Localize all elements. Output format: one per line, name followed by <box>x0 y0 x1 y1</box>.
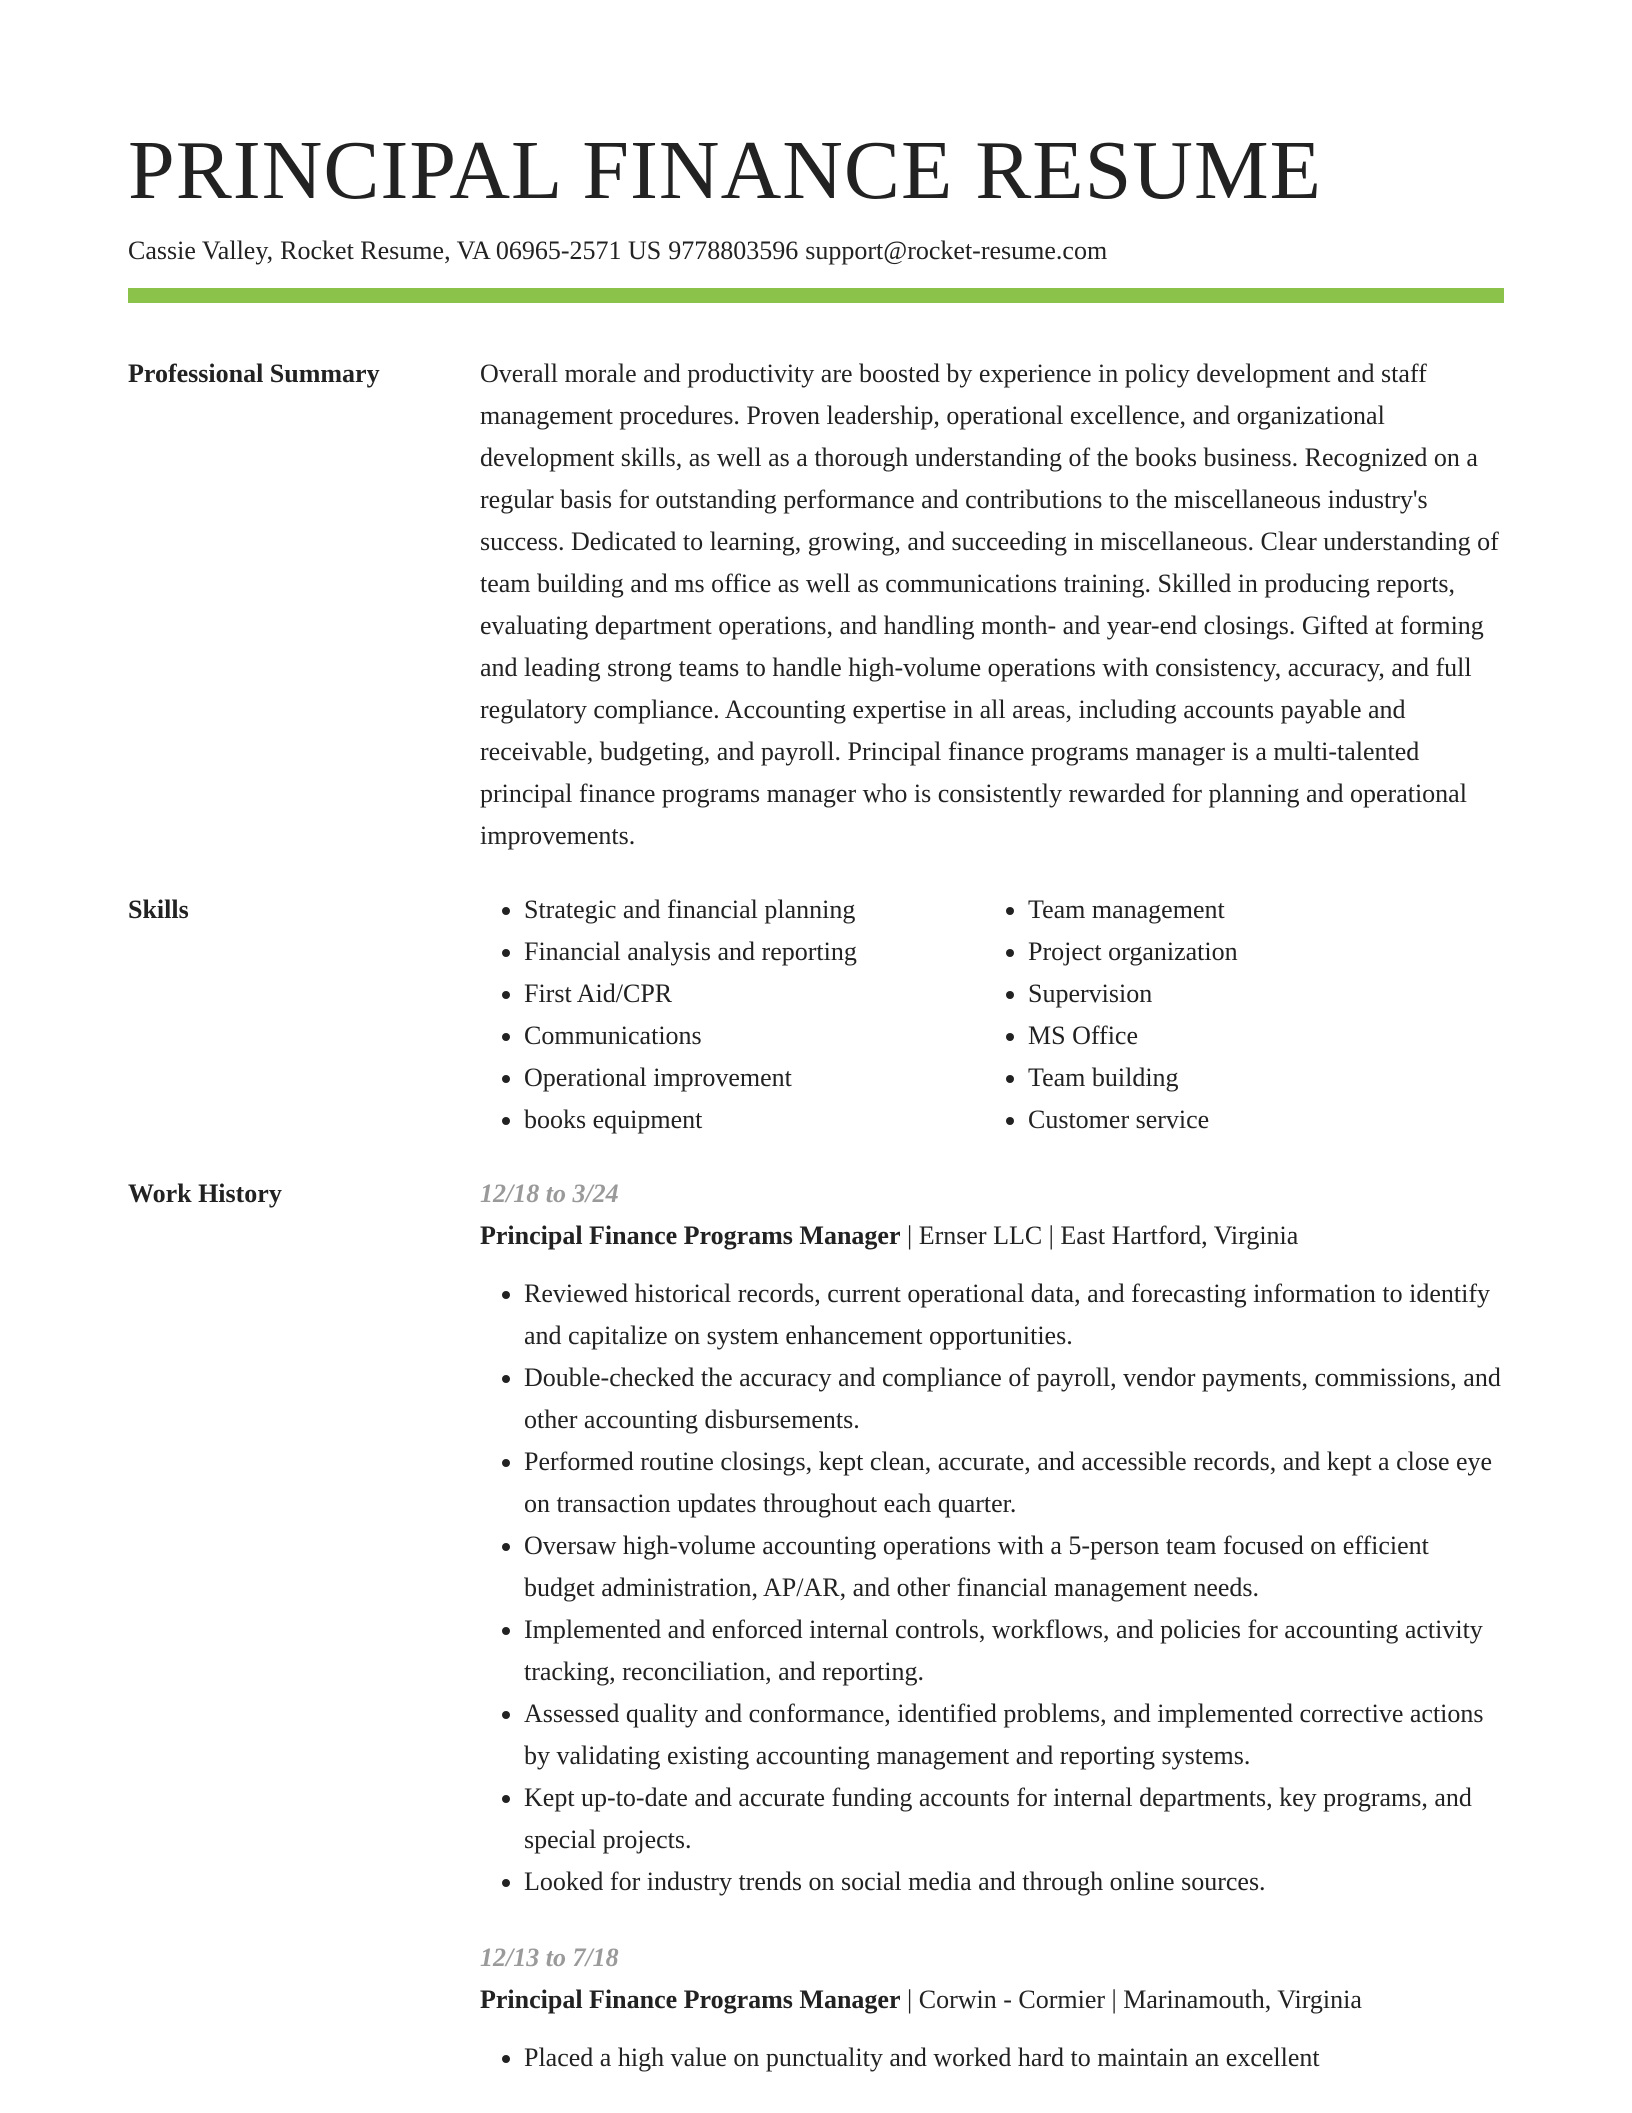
resume-title: PRINCIPAL FINANCE RESUME <box>128 124 1322 217</box>
job-bullet: • Kept up-to-date and accurate funding accounts for internal departments, key programs, and special projects. <box>524 1777 1504 1861</box>
job-bullet: • Oversaw high-volume accounting operations with a 5-person team focused on efficient budget administration, AP/AR, and other financial management needs. <box>524 1525 1504 1609</box>
skill-item: • Customer service <box>1028 1099 1488 1141</box>
skills-list-right <box>984 889 1488 1141</box>
skills-list-left <box>480 889 984 1141</box>
contact-email: support@rocket-resume.com <box>805 236 1108 265</box>
job-title: Principal Finance Programs Manager <box>480 1221 901 1250</box>
job-details: | Corwin - Cormier | Marinamouth, Virginia <box>900 1985 1362 2014</box>
skill-item: • Communications <box>524 1015 984 1057</box>
summary-text: Overall morale and productivity are boosted by experience in policy development and staff management procedures. Proven leadership, operational excellence, and organizational development skills, as well as a thorough understanding of the books business. Recognized on a regular basis for outstanding performance and contributions to the miscellaneous industry's success. Dedicated to learning, growing, and succeeding in miscellaneous. Clear understanding of team building and ms office as well as communications training. Skilled in producing reports, evaluating department operations, and handling month- and year-end closings. Gifted at forming and leading strong teams to handle high-volume operations with consistency, accuracy, and full regulatory compliance. Accounting expertise in all areas, including accounts payable and receivable, budgeting, and payroll. Principal finance programs manager is a multi-talented principal finance programs manager who is consistently rewarded for planning and operational improvements. <box>480 359 1499 850</box>
job-bullet: • Performed routine closings, kept clean, accurate, and accessible records, and kept a close eye on transaction updates throughout each quarter. <box>524 1441 1504 1525</box>
job-bullet: • Reviewed historical records, current operational data, and forecasting information to identify and capitalize on system enhancement opportunities. <box>524 1273 1504 1357</box>
contact-city: Cassie Valley, <box>128 236 274 265</box>
section-heading-skills: Skills <box>128 895 189 924</box>
skill-item: • Team building <box>1028 1057 1488 1099</box>
resume-page <box>128 0 1504 2113</box>
skill-item: • First Aid/CPR <box>524 973 984 1015</box>
contact-phone: 9778803596 <box>668 236 799 265</box>
skill-item: • Team management <box>1028 889 1488 931</box>
skills-columns <box>480 889 1504 1141</box>
skill-item: • books equipment <box>524 1099 984 1141</box>
professional-summary-section <box>128 353 1504 857</box>
job-entry <box>480 1173 1504 1903</box>
skill-item: • Project organization <box>1028 931 1488 973</box>
skills-body <box>480 889 1504 1141</box>
contact-line <box>128 234 1504 268</box>
accent-divider <box>128 288 1504 303</box>
job-bullet: • Double-checked the accuracy and compliance of payroll, vendor payments, commissions, and other accounting disbursements. <box>524 1357 1504 1441</box>
skill-item: • Supervision <box>1028 973 1488 1015</box>
job-entry <box>480 1937 1504 2079</box>
skills-section <box>128 889 1504 1141</box>
job-title: Principal Finance Programs Manager <box>480 1985 901 2014</box>
job-heading <box>480 1979 1504 2021</box>
job-details: | Ernser LLC | East Hartford, Virginia <box>900 1221 1299 1250</box>
job-dates: 12/13 to 7/18 <box>480 1943 619 1972</box>
skill-item: • Operational improvement <box>524 1057 984 1099</box>
job-bullet-list <box>480 2037 1504 2079</box>
job-bullet: • Looked for industry trends on social media and through online sources. <box>524 1861 1504 1903</box>
job-dates: 12/18 to 3/24 <box>480 1179 619 1208</box>
summary-body <box>480 353 1504 857</box>
job-bullet: • Implemented and enforced internal controls, workflows, and policies for accounting activity tracking, reconciliation, and reporting. <box>524 1609 1504 1693</box>
job-bullet-list <box>480 1273 1504 1903</box>
skill-item: • Financial analysis and reporting <box>524 931 984 973</box>
section-heading-summary: Professional Summary <box>128 359 380 388</box>
work-history-body <box>480 1173 1504 2113</box>
section-heading-work-history: Work History <box>128 1179 282 1208</box>
skill-item: • MS Office <box>1028 1015 1488 1057</box>
job-bullet: • Assessed quality and conformance, identified problems, and implemented corrective actions by validating existing accounting management and reporting systems. <box>524 1693 1504 1777</box>
skill-item: • Strategic and financial planning <box>524 889 984 931</box>
work-history-section <box>128 1173 1504 2113</box>
contact-address: Rocket Resume, VA 06965-2571 US <box>280 236 662 265</box>
job-bullet: • Placed a high value on punctuality and worked hard to maintain an excellent <box>524 2037 1504 2079</box>
job-heading <box>480 1215 1504 1257</box>
